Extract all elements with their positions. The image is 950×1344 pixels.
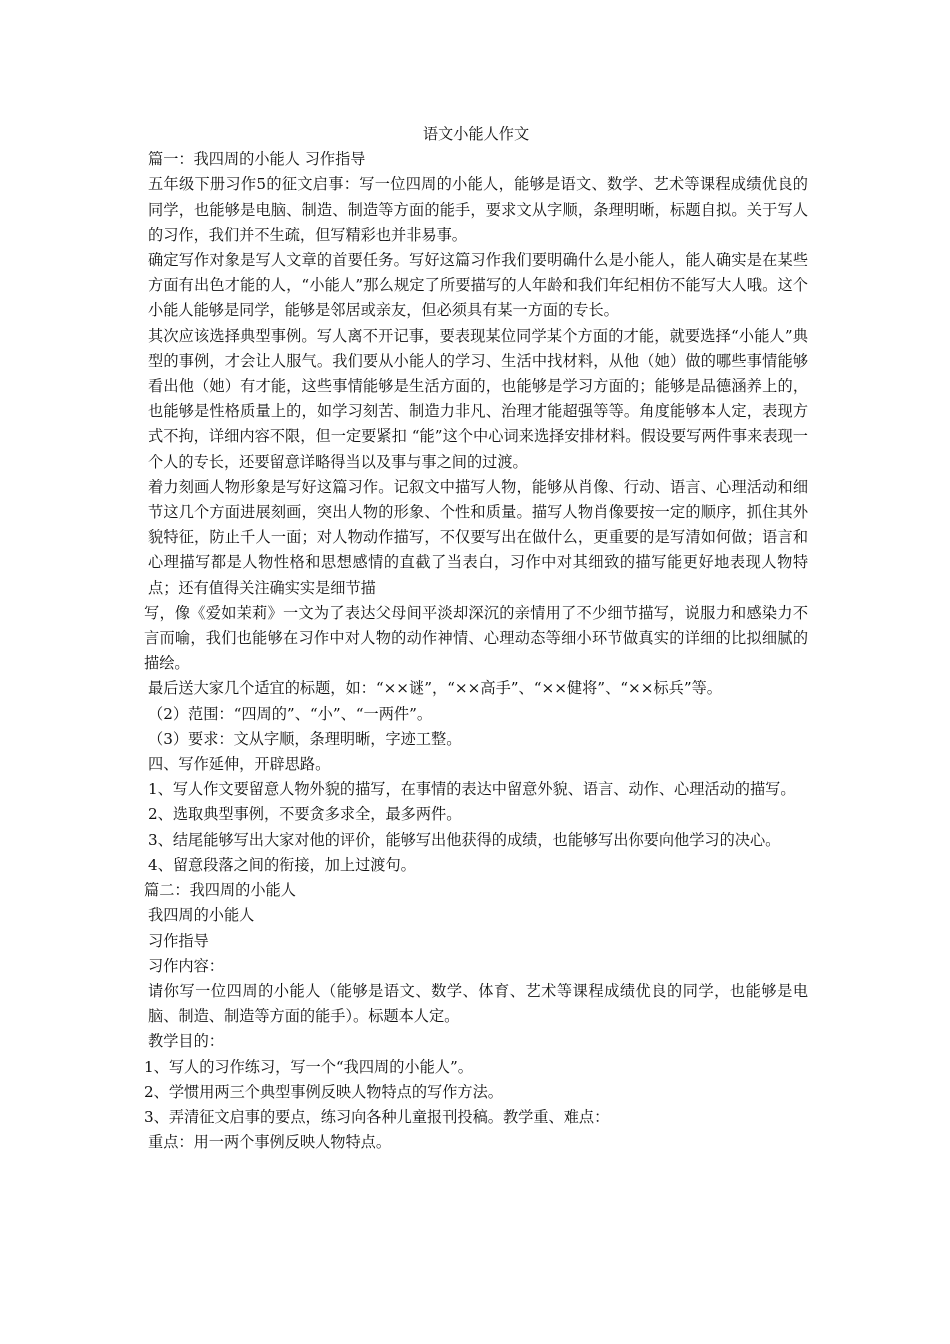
- paragraph: 着力刻画人物形象是写好这篇习作。记叙文中描写人物，能够从肖像、行动、语言、心理活动和细节这几个方面进展刻画，突出人物的形象、个性和质量。描写人物肖像要按一定的顺序，抓住其外貌特征，防止千人一面；对人物动作描写，不仅要写出在做什么，更重要的是写清如何做；语言和心理描写都是人物性格和思想感情的直截了当表白，习作中对其细致的描写能更好地表现人物特点；还有值得关注确实实是细节描: [148, 477, 808, 597]
- paragraph: 五年级下册习作5的征文启事：写一位四周的小能人，能够是语文、数学、艺术等课程成绩优良的同学，也能够是电脑、制造、制造等方面的能手，要求文从字顺，条理明晰，标题自拟。关于写人的习作，我们并不生疏，但写精彩也并非易事。: [148, 175, 808, 244]
- paragraph: 2、选取典型事例，不要贪多求全，最多两件。: [148, 805, 462, 824]
- paragraph: （2）范围：“四周的”、“小”、“一两件”。: [148, 704, 433, 723]
- paragraph: 1、写人的习作练习，写一个“我四周的小能人”。: [144, 1057, 473, 1076]
- paragraph: 教学目的：: [148, 1032, 224, 1051]
- paragraph: 习作内容：: [148, 956, 224, 975]
- paragraph: 我四周的小能人: [148, 906, 255, 925]
- paragraph: 4、留意段落之间的衔接，加上过渡句。: [148, 855, 416, 874]
- paragraph: 篇一：我四周的小能人 习作指导: [148, 150, 366, 169]
- paragraph: 确定写作对象是写人文章的首要任务。写好这篇习作我们要明确什么是小能人，能人确实是在某些方面有出色才能的人，“小能人”那么规定了所要描写的人年龄和我们年纪相仿不能写大人哦。这个小能人能够是同学，能够是邻居或亲友，但必须具有某一方面的专长。: [148, 251, 808, 320]
- document-title: 语文小能人作文: [422, 125, 530, 143]
- paragraph: 四、写作延伸，开辟思路。: [148, 755, 331, 774]
- paragraph: 重点：用一两个事例反映人物特点。: [148, 1133, 391, 1152]
- document-page: [144, 118, 808, 1155]
- paragraph: 其次应该选择典型事例。写人离不开记事，要表现某位同学某个方面的才能，就要选择“小能人”典型的事例，才会让人服气。我们要从小能人的学习、生活中找材料，从他（她）做的哪些事情能够看出他（她）有才能，这些事情能够是生活方面的，也能够是学习方面的；能够是品德涵养上的，也能够是性格质量上的，如学习刻苦、制造力非凡、治理才能超强等等。角度能够本人定，表现方式不拘，详细内容不限，但一定要紧扣 “能”这个中心词来选择安排材料。假设要写两件事来表现一个人的专长，还要留意详略得当以及事与事之间的过渡。: [148, 326, 808, 471]
- paragraph: 3、结尾能够写出大家对他的评价，能够写出他获得的成绩，也能够写出你要向他学习的决心。: [148, 830, 781, 849]
- paragraph: 1、写人作文要留意人物外貌的描写，在事情的表达中留意外貌、语言、动作、心理活动的描写。: [148, 780, 796, 799]
- paragraph: 写，像《爱如茉莉》一文为了表达父母间平淡却深沉的亲情用了不少细节描写，说服力和感染力不言而喻，我们也能够在习作中对人物的动作神情、心理动态等细小环节做真实的详细的比拟细腻的描绘。: [144, 603, 808, 673]
- paragraph: 篇二：我四周的小能人: [144, 881, 296, 900]
- paragraph: 最后送大家几个适宜的标题，如：“××谜”，“××高手”、“××健将”、“××标兵”等。: [148, 679, 722, 698]
- paragraph: 请你写一位四周的小能人（能够是语文、数学、体育、艺术等课程成绩优良的同学，也能够是电脑、制造、制造等方面的能手）。标题本人定。: [148, 981, 808, 1026]
- paragraph: 2、学惯用两三个典型事例反映人物特点的写作方法。: [144, 1082, 503, 1101]
- paragraph: （3）要求：文从字顺，条理明晰，字迹工整。: [148, 729, 462, 748]
- document-body: [144, 147, 808, 1155]
- paragraph: 3、弄清征文启事的要点，练习向各种儿童报刊投稿。教学重、难点：: [144, 1107, 610, 1126]
- paragraph: 习作指导: [148, 931, 209, 950]
